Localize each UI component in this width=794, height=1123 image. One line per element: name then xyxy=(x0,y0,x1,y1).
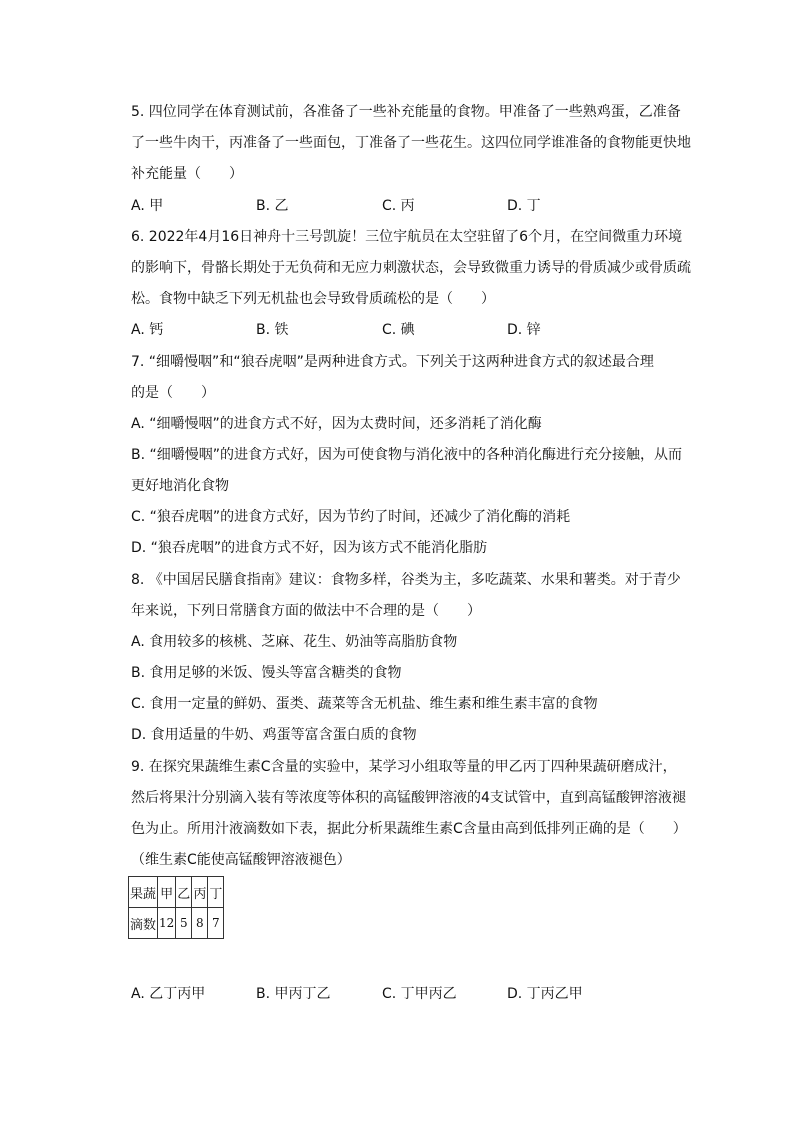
question-9-line-3: 色为止。所用汁液滴数如下表，据此分析果蔬维生素C含量由高到低排列正确的是（ ） xyxy=(131,821,687,837)
question-5-options xyxy=(131,196,651,216)
question-6-line-1: 6. 2022年4月16日神舟十三号凯旋！三位宇航员在太空驻留了6个月，在空间微重力环境 xyxy=(131,229,683,245)
question-6-line-3: 松。食物中缺乏下列无机盐也会导致骨质疏松的是（ ） xyxy=(131,291,495,307)
option-b[interactable]: B. 甲丙丁乙 xyxy=(256,986,331,1002)
table-cell: 7 xyxy=(208,908,224,939)
table-cell: 丙 xyxy=(192,877,208,908)
question-6-options xyxy=(131,320,651,340)
question-7-line-2: 的是（ ） xyxy=(131,385,215,401)
question-7-option-c[interactable]: C. “狼吞虎咽”的进食方式好，因为节约了时间，还减少了消化酶的消耗 xyxy=(131,509,571,525)
question-7-option-d[interactable]: D. “狼吞虎咽”的进食方式不好，因为该方式不能消化脂肪 xyxy=(131,540,488,556)
question-8-option-a[interactable]: A. 食用较多的核桃、芝麻、花生、奶油等高脂肪食物 xyxy=(131,634,458,650)
question-7-option-b-cont: 更好地消化食物 xyxy=(131,478,229,494)
question-7-line-1: 7. “细嚼慢咽”和“狼吞虎咽”是两种进食方式。下列关于这两种进食方式的叙述最合理 xyxy=(131,354,654,370)
question-5-line-1: 5. 四位同学在体育测试前，各准备了一些补充能量的食物。甲准备了一些熟鸡蛋，乙准备 xyxy=(131,104,681,120)
option-a[interactable]: A. 甲 xyxy=(131,198,164,214)
question-8-line-1: 8. 《中国居民膳食指南》建议：食物多样，谷类为主，多吃蔬菜、水果和薯类。对于青少 xyxy=(131,572,681,588)
table-cell: 果蔬 xyxy=(129,877,158,908)
option-a[interactable]: A. 乙丁丙甲 xyxy=(131,986,206,1002)
option-d[interactable]: D. 丁丙乙甲 xyxy=(507,986,583,1002)
question-6-line-2: 的影响下，骨骼长期处于无负荷和无应力刺激状态，会导致微重力诱导的骨质减少或骨质疏 xyxy=(131,260,691,276)
question-5-line-2: 了一些牛肉干，丙准备了一些面包，丁准备了一些花生。这四位同学谁准备的食物能更快地 xyxy=(131,135,691,151)
question-7-option-b[interactable]: B. “细嚼慢咽”的进食方式好，因为可使食物与消化液中的各种消化酶进行充分接触，从而 xyxy=(131,447,683,463)
table-cell: 12 xyxy=(158,908,176,939)
option-d[interactable]: D. 锌 xyxy=(507,322,541,338)
option-b[interactable]: B. 铁 xyxy=(256,322,289,338)
question-9-options xyxy=(131,984,651,1004)
fruit-drops-table xyxy=(128,876,224,939)
question-7-option-a[interactable]: A. “细嚼慢咽”的进食方式不好，因为太费时间，还多消耗了消化酶 xyxy=(131,416,542,432)
option-c[interactable]: C. 碘 xyxy=(382,322,415,338)
table-cell: 滴数 xyxy=(129,908,158,939)
question-5-line-3: 补充能量（ ） xyxy=(131,166,243,182)
question-9-line-1: 9. 在探究果蔬维生素C含量的实验中，某学习小组取等量的甲乙丙丁四种果蔬研磨成汁， xyxy=(131,759,677,775)
table-cell: 5 xyxy=(176,908,192,939)
question-8-option-d[interactable]: D. 食用适量的牛奶、鸡蛋等富含蛋白质的食物 xyxy=(131,727,417,743)
option-d[interactable]: D. 丁 xyxy=(507,198,541,214)
table-header-row xyxy=(129,877,224,908)
question-9-note: （维生素C能使高锰酸钾溶液褪色） xyxy=(131,852,351,868)
question-9-line-2: 然后将果汁分别滴入装有等浓度等体积的高锰酸钾溶液的4支试管中，直到高锰酸钾溶液褪 xyxy=(131,790,686,806)
table-cell: 乙 xyxy=(176,877,192,908)
option-a[interactable]: A. 钙 xyxy=(131,322,164,338)
question-8-option-c[interactable]: C. 食用一定量的鲜奶、蛋类、蔬菜等含无机盐、维生素和维生素丰富的食物 xyxy=(131,696,598,712)
option-b[interactable]: B. 乙 xyxy=(256,198,289,214)
option-c[interactable]: C. 丁甲丙乙 xyxy=(382,986,457,1002)
table-row xyxy=(129,908,224,939)
table-cell: 8 xyxy=(192,908,208,939)
table-cell: 丁 xyxy=(208,877,224,908)
question-8-option-b[interactable]: B. 食用足够的米饭、馒头等富含糖类的食物 xyxy=(131,665,402,681)
question-8-line-2: 年来说，下列日常膳食方面的做法中不合理的是（ ） xyxy=(131,603,481,619)
table-cell: 甲 xyxy=(158,877,176,908)
option-c[interactable]: C. 丙 xyxy=(382,198,415,214)
